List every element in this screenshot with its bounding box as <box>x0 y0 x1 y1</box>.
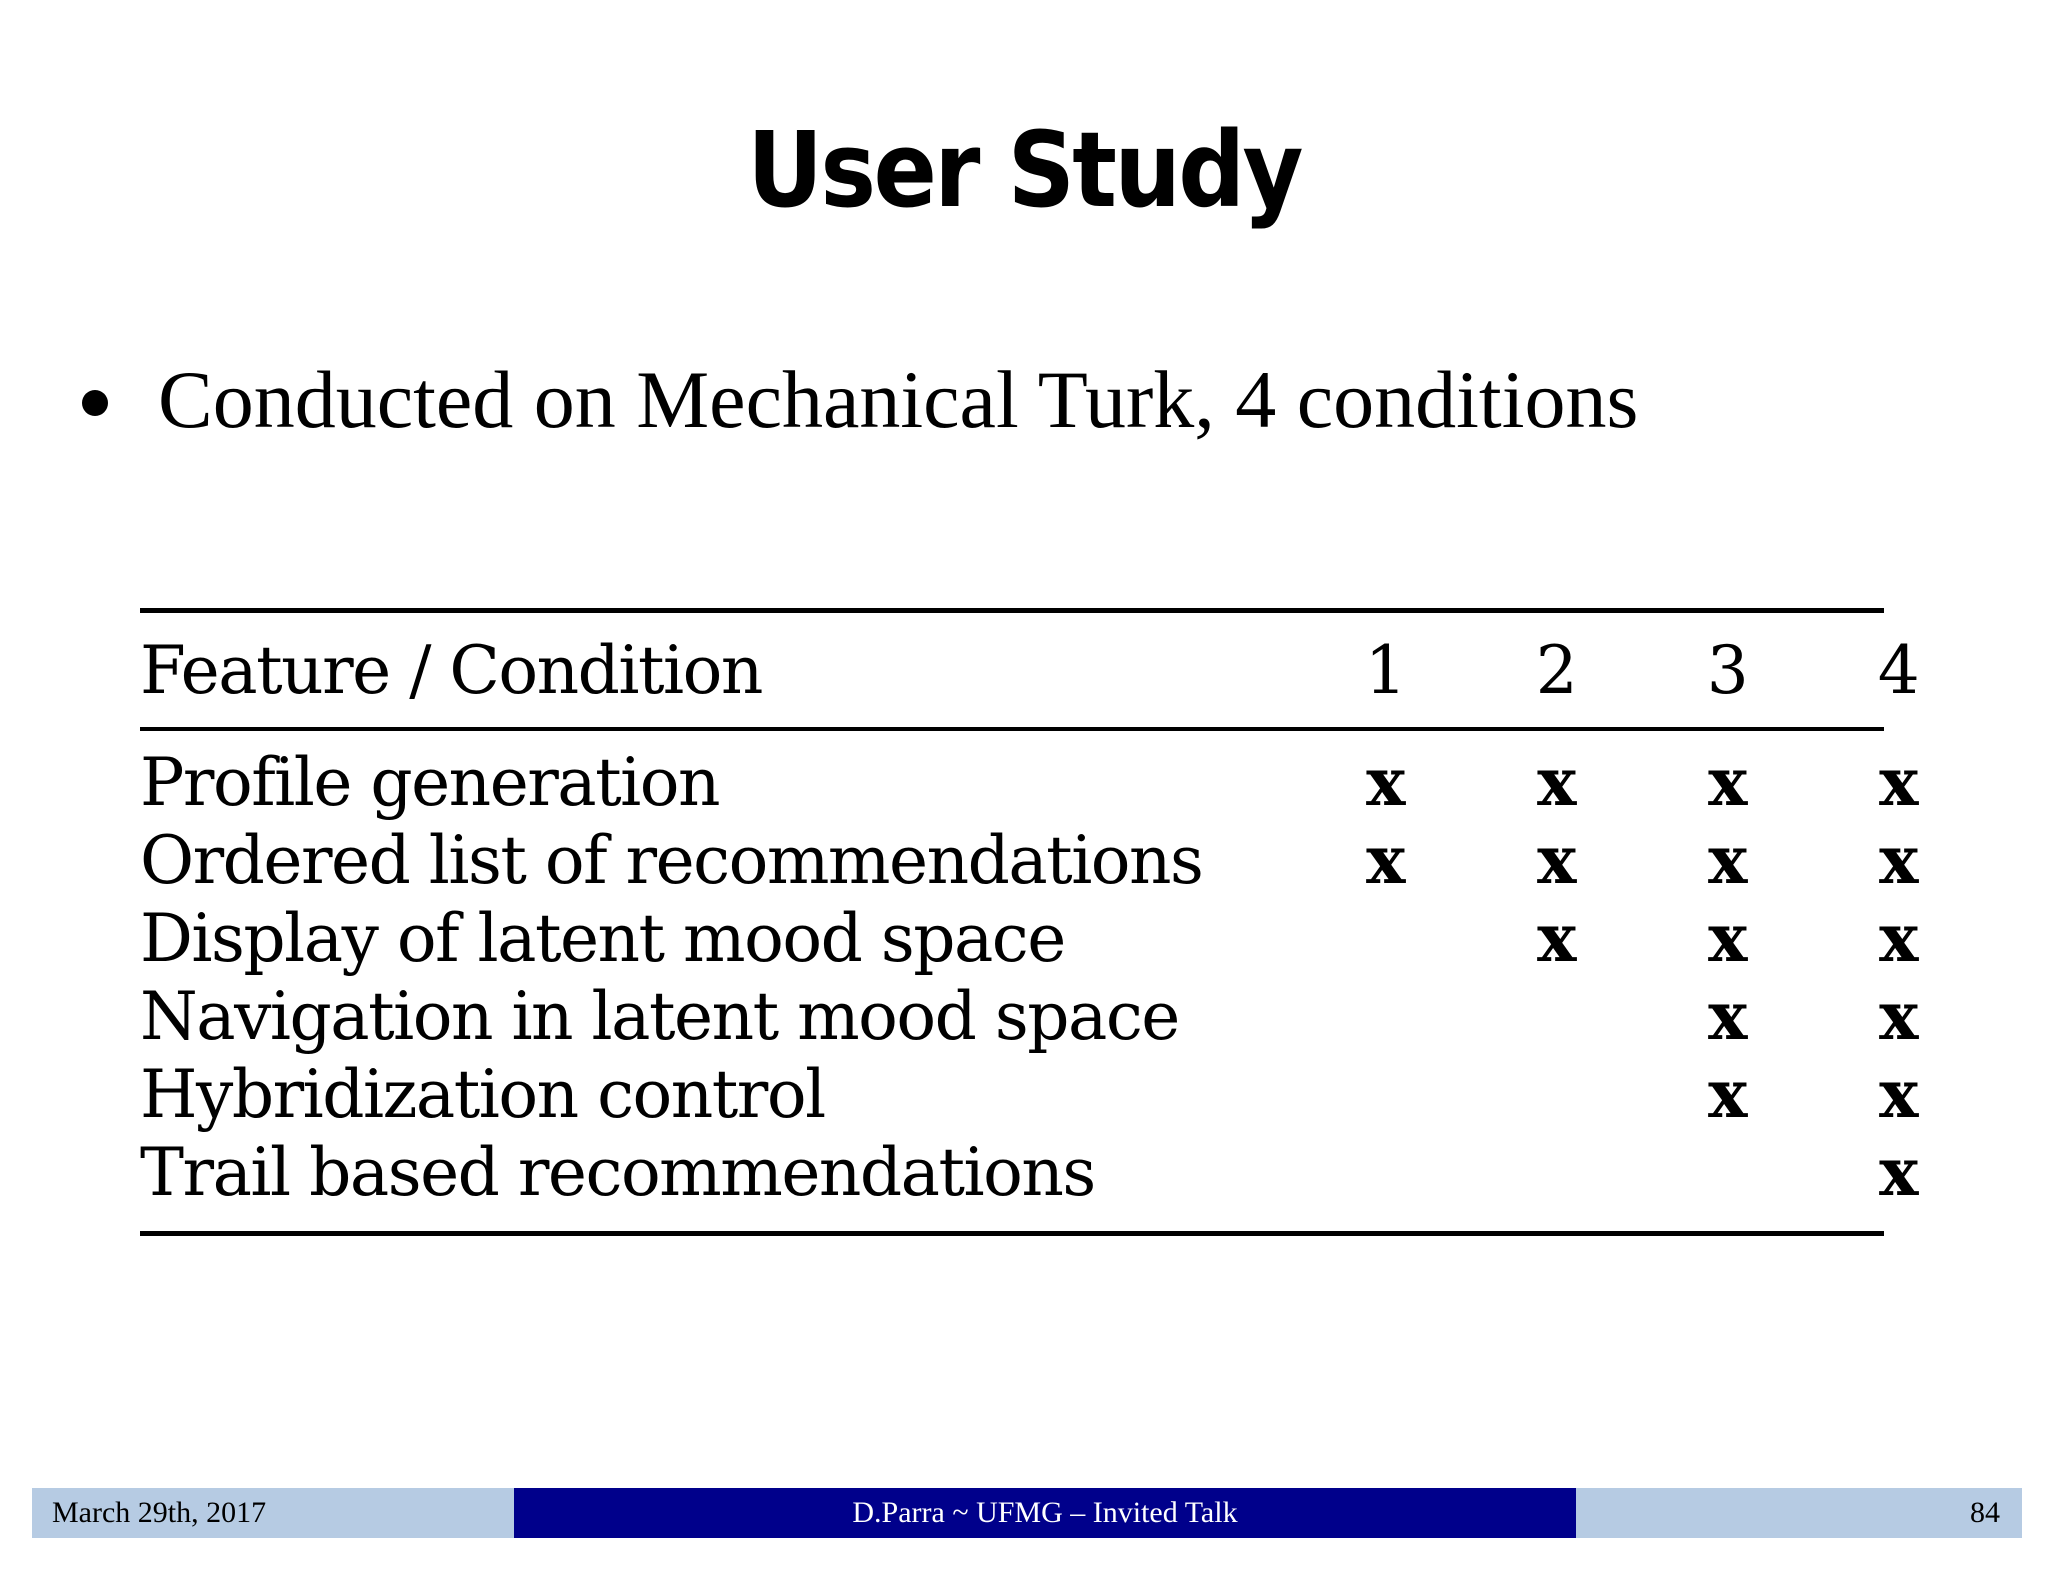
row-mark: x <box>1879 1133 1917 1211</box>
row-mark: x <box>1708 899 1746 977</box>
row-mark: x <box>1537 743 1575 821</box>
header-feature: Feature / Condition <box>140 631 762 709</box>
table-row <box>140 743 1917 821</box>
row-mark: x <box>1708 743 1746 821</box>
table-row <box>140 899 1917 977</box>
row-mark: x <box>1537 821 1575 899</box>
header-condition-1: 1 <box>1364 631 1406 709</box>
row-feature: Trail based recommendations <box>140 1133 1095 1211</box>
table-row <box>140 977 1917 1055</box>
bullet-text: Conducted on Mechanical Turk, 4 conditions <box>158 354 1639 445</box>
header-condition-4: 4 <box>1877 631 1919 709</box>
row-mark: x <box>1366 743 1404 821</box>
row-feature: Ordered list of recommendations <box>140 821 1203 899</box>
table-row <box>140 821 1917 899</box>
row-mark: x <box>1879 821 1917 899</box>
table-bottom-rule <box>140 1231 1884 1236</box>
header-condition-3: 3 <box>1706 631 1748 709</box>
row-feature: Display of latent mood space <box>140 899 1065 977</box>
slide-footer <box>32 1488 2022 1538</box>
row-feature: Profile generation <box>140 743 720 821</box>
row-mark: x <box>1366 821 1404 899</box>
conditions-table <box>140 608 1919 1236</box>
row-mark: x <box>1708 977 1746 1055</box>
table-header-row <box>140 613 1919 727</box>
slide-title: User Study <box>747 109 1301 231</box>
header-condition-2: 2 <box>1535 631 1577 709</box>
footer-date: March 29th, 2017 <box>32 1488 514 1538</box>
bullet-item <box>82 350 1638 450</box>
footer-page-number: 84 <box>1576 1488 2022 1538</box>
footer-talk-title: D.Parra ~ UFMG – Invited Talk <box>514 1488 1576 1538</box>
row-feature: Hybridization control <box>140 1055 825 1133</box>
table-row <box>140 1055 1917 1133</box>
row-mark: x <box>1708 821 1746 899</box>
row-mark: x <box>1879 743 1917 821</box>
row-mark: x <box>1879 899 1917 977</box>
table-body <box>140 731 1917 1211</box>
bullet-dot-icon <box>82 390 108 416</box>
row-mark: x <box>1708 1055 1746 1133</box>
row-mark: x <box>1879 977 1917 1055</box>
row-mark: x <box>1879 1055 1917 1133</box>
table-row <box>140 1133 1917 1211</box>
row-feature: Navigation in latent mood space <box>140 977 1179 1055</box>
row-mark: x <box>1537 899 1575 977</box>
